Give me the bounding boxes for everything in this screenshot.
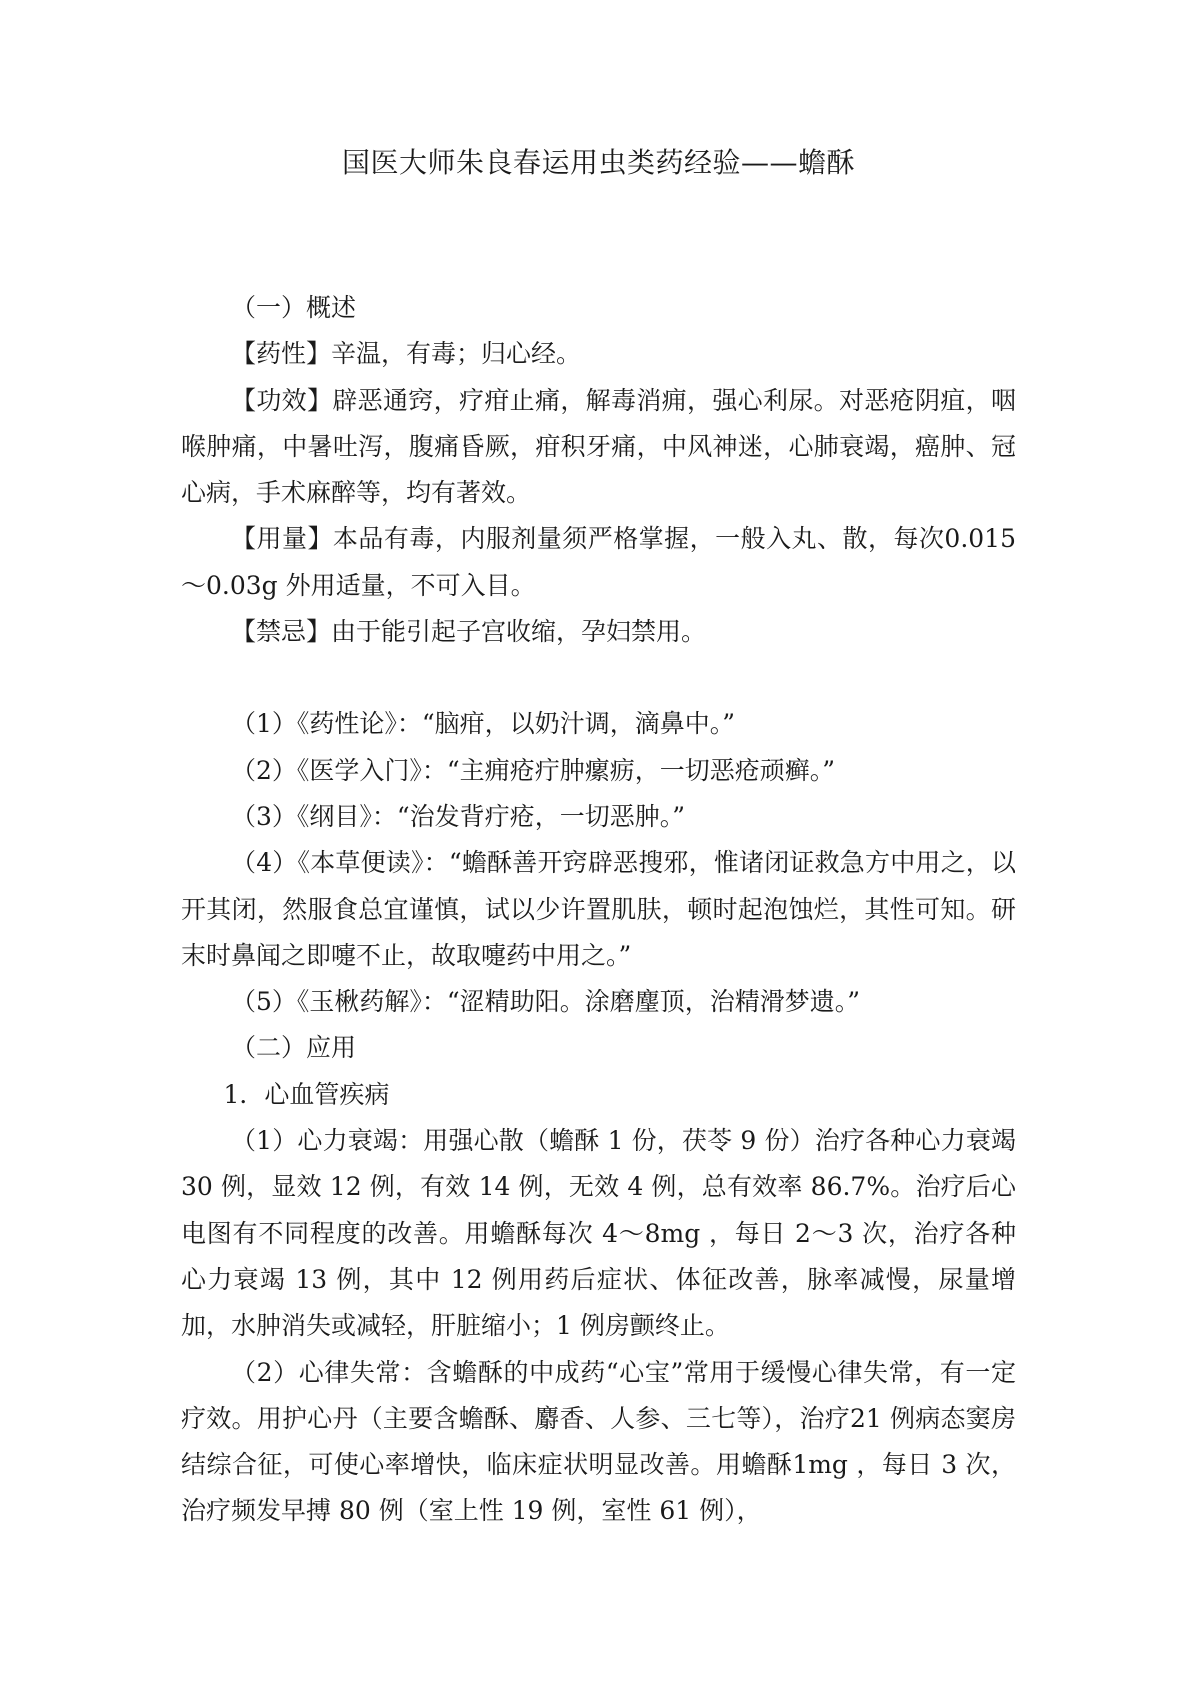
document-body [181, 285, 1016, 1535]
document-title: 国医大师朱良春运用虫类药经验——蟾酥 [341, 146, 855, 179]
paragraph-arrhythmia: （2）心律失常：含蟾酥的中成药“心宝”常用于缓慢心律失常，有一定疗效。用护心丹（主要含蟾酥、麝香、人参、三七等），治疗21 例病态窦房结综合征，可使心率增快，临床症状明显改善。用蟾酥1mg ，每日 3 次，治疗频发早搏 80 例（室上性 19 例，室性 61 例）， [181, 1357, 1016, 1526]
subsection-heading-cardiovascular: 1．心血管疾病 [223, 1079, 390, 1109]
section-heading-overview: （一）概述 [231, 293, 357, 322]
paragraph-gap [181, 655, 1016, 701]
citation-item: （5）《玉楸药解》：“涩精助阳。涂磨麈顶，治精滑梦遗。” [231, 987, 860, 1017]
paragraph-properties: 【药性】辛温，有毒；归心经。 [231, 339, 582, 369]
paragraph-dosage: 【用量】本品有毒，内服剂量须严格掌握，一般入丸、散，每次0.015～0.03g 外用适量，不可入目。 [181, 524, 1016, 600]
paragraph-contraindication: 【禁忌】由于能引起子宫收缩，孕妇禁用。 [231, 617, 707, 647]
citation-item: （4）《本草便读》：“蟾酥善开窍辟恶搜邪，惟诸闭证救急方中用之，以开其闭，然服食总宜谨慎，试以少许置肌肤，顿时起泡蚀烂，其性可知。研末时鼻闻之即嚏不止，故取嚏药中用之。” [181, 848, 1016, 970]
paragraph-heart-failure: （1）心力衰竭：用强心散（蟾酥 1 份，茯苓 9 份）治疗各种心力衰竭 30 例，显效 12 例，有效 14 例，无效 4 例，总有效率 86.7%。治疗后心电图有不同程度的改善。用蟾酥每次 4～8mg ，每日 2～3 次，治疗各种心力衰竭 13 例，其中 12 例用药后症状、体征改善，脉率减慢，尿量增加，水肿消失或减轻，肝脏缩小；1 例房颤终止。 [181, 1126, 1016, 1341]
citation-item: （2）《医学入门》：“主痈疮疔肿瘰疬，一切恶疮顽癣。” [231, 755, 835, 785]
citation-item: （1）《药性论》：“脑疳，以奶汁调，滴鼻中。” [231, 709, 735, 739]
citation-item: （3）《纲目》：“治发背疔疮，一切恶肿。” [231, 801, 685, 831]
paragraph-efficacy: 【功效】辟恶通窍，疗疳止痛，解毒消痈，强心利尿。对恶疮阴疽，咽喉肿痛，中暑吐泻，腹痛昏厥，疳积牙痛，中风神迷，心肺衰竭，癌肿、冠心病，手术麻醉等，均有著效。 [181, 385, 1016, 508]
section-heading-application: （二）应用 [231, 1033, 357, 1063]
